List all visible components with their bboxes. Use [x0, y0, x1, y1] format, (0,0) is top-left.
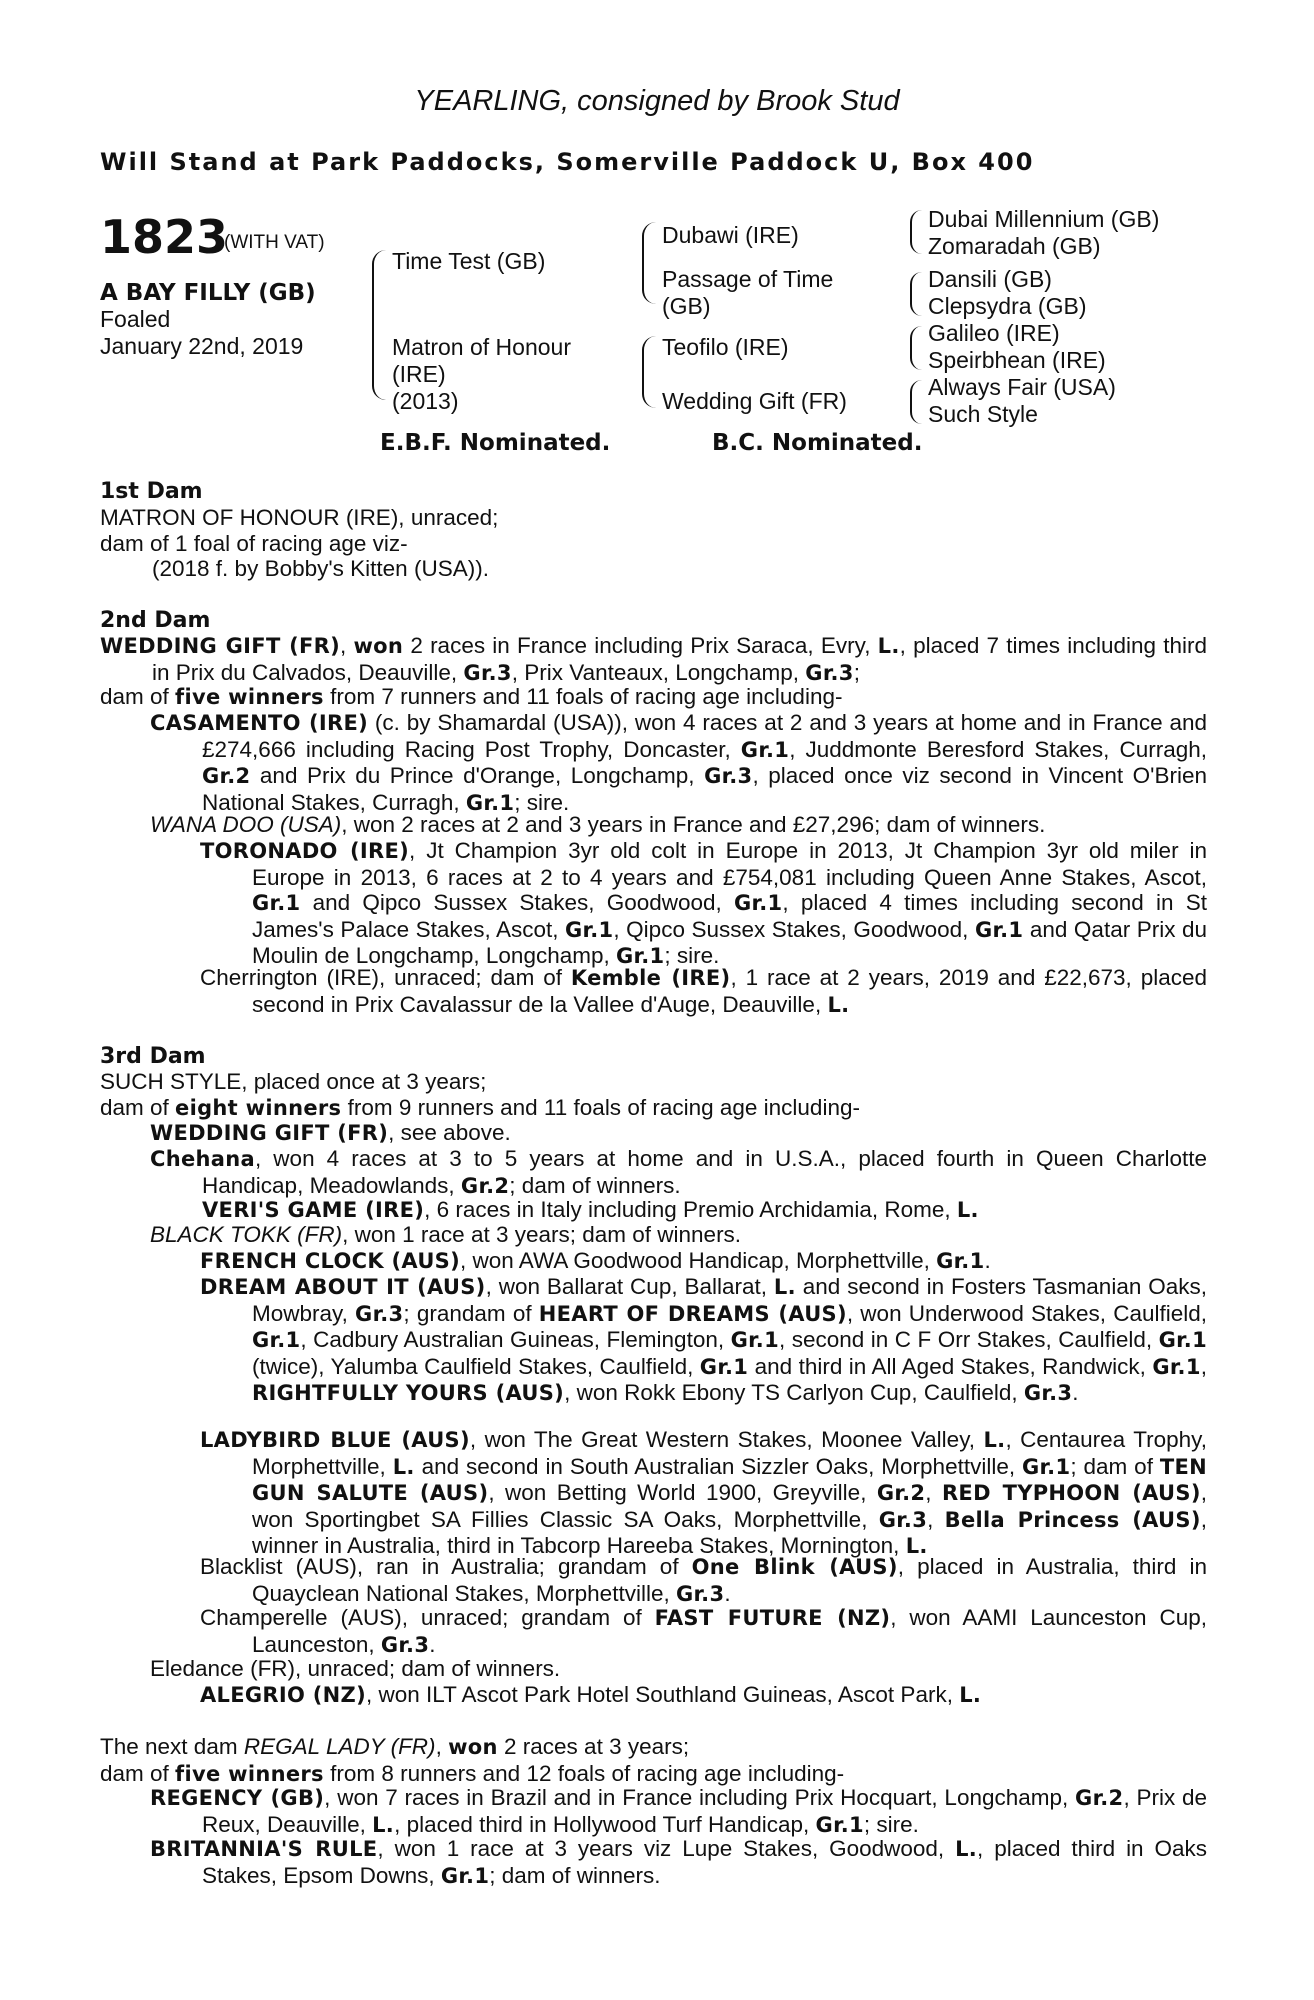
second-dam-heading: 2nd Dam: [100, 608, 211, 633]
dam-dam-sire: Always Fair (USA): [928, 374, 1116, 400]
brace-ss: [910, 210, 922, 254]
regency-entry: REGENCY (GB), won 7 races in Brazil and in France including Prix Hocquart, Longchamp, Gr.2, Prix de Reux, Deauville, L., placed third in Hollywood Turf Handicap, Gr.1; sire.: [150, 1785, 1208, 1837]
sire: Time Test (GB): [392, 248, 546, 274]
lot-header: YEARLING, consigned by Brook Stud: [414, 85, 900, 117]
cherrington-entry: Cherrington (IRE), unraced; dam of Kemble (IRE), 1 race at 2 years, 2019 and £22,673, placed second in Prix Cavalassur de la Vallee d'Auge, Deauville, L.: [200, 965, 1207, 1017]
brace-sd: [910, 272, 922, 316]
dam-line-1: Matron of Honour: [392, 334, 571, 360]
toronado-entry: TORONADO (IRE), Jt Champion 3yr old colt in Europe in 2013, Jt Champion 3yr old miler in Europe in 2013, 6 races at 2 to 4 years and £754,081 including Queen Anne Stakes, Ascot, Gr.1 and Qipco Sussex Stakes, Goodwood, Gr.1, placed 4 times including second in St James's Palace Stakes, Ascot, Gr.1, Qipco Sussex Stakes, Goodwood, Gr.1 and Qatar Prix du Moulin de Longchamp, Longchamp, Gr.1; sire.: [200, 838, 1208, 968]
dam-line-3: (2013): [392, 388, 459, 414]
ladybird-blue-entry: LADYBIRD BLUE (AUS), won The Great Western Stakes, Moonee Valley, L., Centaurea Trophy, Morphettville, L. and second in South Australian Sizzler Oaks, Morphettville, Gr.1; dam of TEN GUN SALUTE (AUS), won Betting World 1900, Greyville, Gr.2, RED TYPHOON (AUS), won Sportingbet SA Fillies Classic SA Oaks, Morphettville, Gr.3, Bella Princess (AUS), winner in Australia, third in Tabcorp Hareeba Stakes, Mornington, L.: [200, 1427, 1208, 1558]
britannias-rule-entry: BRITANNIA'S RULE, won 1 race at 3 years viz Lupe Stakes, Goodwood, L., placed third in Oaks Stakes, Epsom Downs, Gr.1; dam of winners.: [150, 1836, 1207, 1888]
sire-dam-line-2: (GB): [662, 293, 711, 319]
sire-dam-line-1: Passage of Time: [662, 266, 834, 292]
brace-dam: [642, 336, 656, 408]
sire-dam-sire: Dansili (GB): [928, 266, 1052, 292]
wedding-gift-dam-of: dam of five winners from 7 runners and 11 foals of racing age including-: [100, 684, 843, 709]
first-dam-text: [100, 505, 1200, 582]
dam: [392, 334, 571, 415]
first-dam-heading: 1st Dam: [100, 479, 203, 504]
sire-sire-sire: Dubai Millennium (GB): [928, 206, 1160, 232]
dream-about-it-entry: DREAM ABOUT IT (AUS), won Ballarat Cup, Ballarat, L. and second in Fosters Tasmanian Oaks, Mowbray, Gr.3; grandam of HEART OF DREAMS (AUS), won Underwood Stakes, Caulfield, Gr.1, Cadbury Australian Guineas, Flemington, Gr.1, second in C F Orr Stakes, Caulfield, Gr.1 (twice), Yalumba Caulfield Stakes, Caulfield, Gr.1 and third in All Aged Stakes, Randwick, Gr.1, RIGHTFULLY YOURS (AUS), won Rokk Ebony TS Carlyon Cup, Caulfield, Gr.3.: [200, 1274, 1208, 1405]
first-dam-line-2: dam of 1 foal of racing age viz-: [100, 530, 408, 556]
blacklist-entry: Blacklist (AUS), ran in Australia; grandam of One Blink (AUS), placed in Australia, third in Quayclean National Stakes, Morphettville, Gr.3.: [200, 1554, 1208, 1606]
first-dam-line-1: MATRON OF HONOUR (IRE), unraced;: [100, 505, 499, 530]
french-clock-entry: FRENCH CLOCK (AUS), won AWA Goodwood Handicap, Morphettville, Gr.1.: [200, 1248, 991, 1273]
vat-note: (WITH VAT): [224, 232, 325, 253]
brace-ds: [910, 326, 922, 370]
casamento-entry: CASAMENTO (IRE) (c. by Shamardal (USA)), won 4 races at 2 and 3 years at home and in France and £274,666 including Racing Post Trophy, Doncaster, Gr.1, Juddmonte Beresford Stakes, Curragh, Gr.2 and Prix du Prince d'Orange, Longchamp, Gr.3, placed once viz second in Vincent O'Brien National Stakes, Curragh, Gr.1; sire.: [150, 710, 1207, 815]
lot-number: 1823: [100, 210, 229, 264]
foaled-info: [100, 306, 303, 360]
veris-game-entry: VERI'S GAME (IRE), 6 races in Italy including Premio Archidamia, Rome, L.: [202, 1197, 979, 1222]
chehana-entry: Chehana, won 4 races at 3 to 5 years at home and in U.S.A., placed fourth in Queen Charlotte Handicap, Meadowlands, Gr.2; dam of winners.: [150, 1146, 1207, 1198]
first-dam-line-3: (2018 f. by Bobby's Kitten (USA)).: [152, 556, 489, 581]
regal-lady-entry: The next dam REGAL LADY (FR), won 2 races at 3 years; dam of five winners from 8 runners and 12 foals of racing age including-: [100, 1734, 845, 1786]
brace-sire: [642, 222, 656, 304]
stand-location: Will Stand at Park Paddocks, Somerville Paddock U, Box 400: [100, 148, 1035, 176]
eledance-entry: Eledance (FR), unraced; dam of winners.: [150, 1656, 561, 1681]
champerelle-entry: Champerelle (AUS), unraced; grandam of FAST FUTURE (NZ), won AAMI Launceston Cup, Launceston, Gr.3.: [200, 1605, 1207, 1657]
brace-dd: [910, 380, 922, 424]
sire-dam: [662, 266, 833, 320]
dam-dam-dam: Such Style: [928, 401, 1038, 427]
black-tokk-entry: BLACK TOKK (FR), won 1 race at 3 years; dam of winners.: [150, 1222, 742, 1247]
dam-sire-dam: Speirbhean (IRE): [928, 347, 1106, 373]
foaled-label: Foaled: [100, 306, 171, 332]
brace-main: [372, 250, 388, 400]
foaled-date: January 22nd, 2019: [100, 333, 304, 359]
wedding-gift-entry: WEDDING GIFT (FR), won 2 races in France including Prix Saraca, Evry, L., placed 7 times including third in Prix du Calvados, Deauville, Gr.3, Prix Vanteaux, Longchamp, Gr.3;: [100, 633, 1207, 685]
dam-line-2: (IRE): [392, 361, 446, 387]
dam-sire-sire: Galileo (IRE): [928, 320, 1060, 346]
such-style-entry: SUCH STYLE, placed once at 3 years; dam of eight winners from 9 runners and 11 foals of racing age including-: [100, 1069, 860, 1120]
lot-name: A BAY FILLY (GB): [100, 280, 316, 306]
dam-dam: Wedding Gift (FR): [662, 388, 847, 414]
sire-sire: Dubawi (IRE): [662, 222, 799, 248]
ebf-nominated: E.B.F. Nominated.: [380, 430, 611, 456]
bc-nominated: B.C. Nominated.: [712, 430, 923, 456]
sire-dam-dam: Clepsydra (GB): [928, 293, 1087, 319]
third-dam-heading: 3rd Dam: [100, 1044, 206, 1069]
dam-sire: Teofilo (IRE): [662, 334, 789, 360]
alegrio-entry: ALEGRIO (NZ), won ILT Ascot Park Hotel Southland Guineas, Ascot Park, L.: [200, 1682, 982, 1707]
wana-doo-entry: WANA DOO (USA), won 2 races at 2 and 3 years in France and £27,296; dam of winners.: [150, 812, 1046, 837]
sire-sire-dam: Zomaradah (GB): [928, 233, 1101, 259]
wedding-gift-see-above: WEDDING GIFT (FR), see above.: [150, 1120, 511, 1145]
